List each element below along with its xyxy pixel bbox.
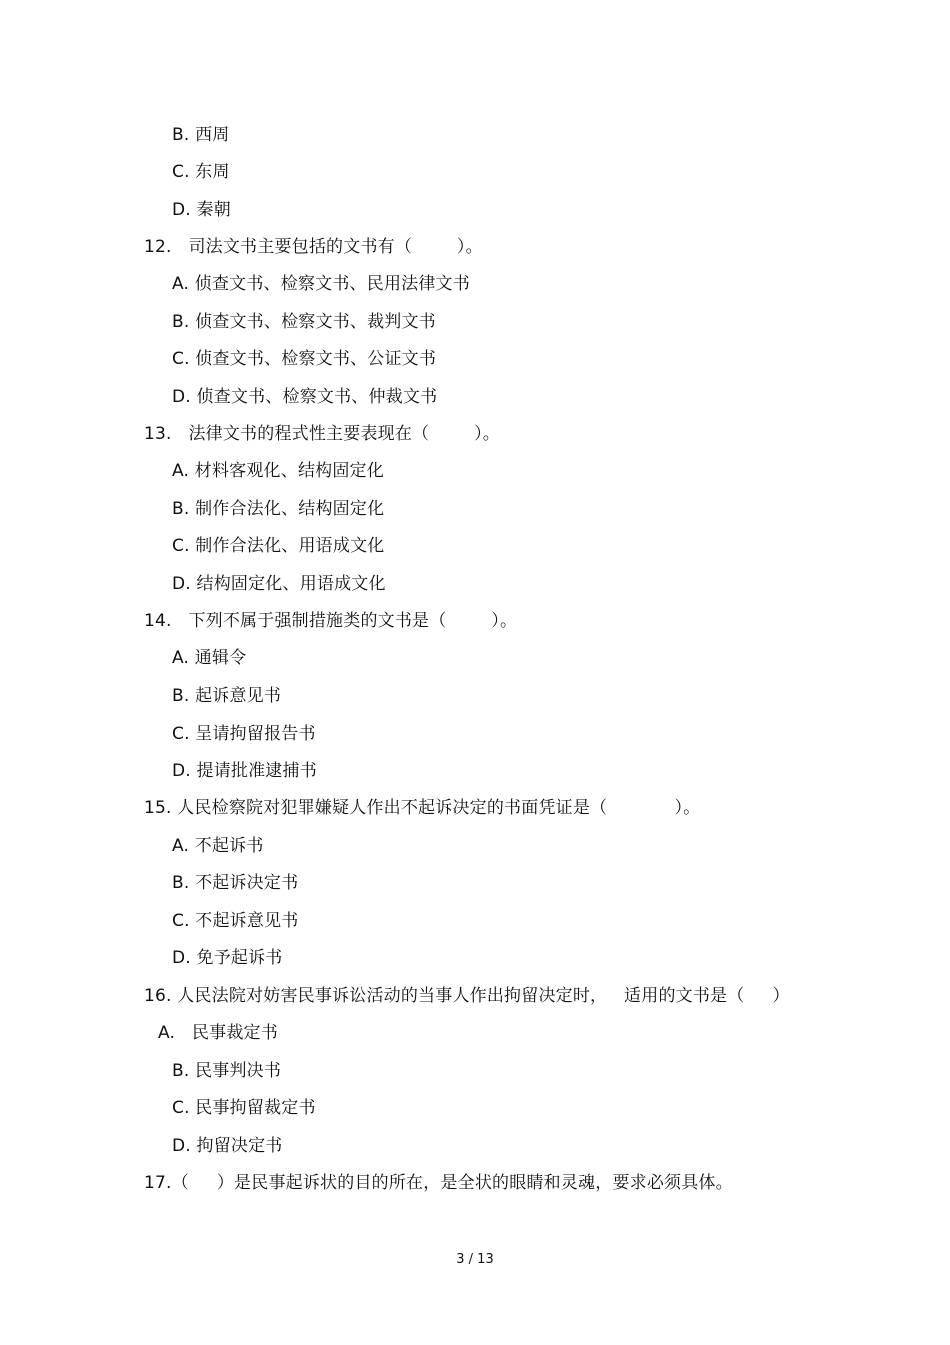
question-15: 15. 人民检察院对犯罪嫌疑人作出不起诉决定的书面凭证是（ ）。 [144,798,701,818]
option-13-d: D. 结构固定化、用语成文化 [172,574,386,594]
option-15-c: C. 不起诉意见书 [172,911,299,931]
option-15-a: A. 不起诉书 [172,836,264,856]
option-12-c: C. 侦查文书、检察文书、公证文书 [172,349,437,369]
page-number: 3 / 13 [456,1252,494,1267]
question-16: 16. 人民法院对妨害民事诉讼活动的当事人作出拘留决定时， 适用的文书是（ ） [144,986,790,1006]
option-12-d: D. 侦查文书、检察文书、仲裁文书 [172,387,438,407]
option-11-b: B. 西周 [172,125,230,145]
option-16-b: B. 民事判决书 [172,1061,282,1081]
question-14: 14. 下列不属于强制措施类的文书是（ ）。 [144,611,518,631]
option-12-b: B. 侦查文书、检察文书、裁判文书 [172,312,436,332]
option-15-b: B. 不起诉决定书 [172,873,299,893]
option-11-c: C. 东周 [172,162,230,182]
option-11-d: D. 秦朝 [172,200,231,220]
option-16-a: A. 民事裁定书 [158,1023,278,1043]
option-15-d: D. 免予起诉书 [172,948,283,968]
option-16-c: C. 民事拘留裁定书 [172,1098,316,1118]
option-14-b: B. 起诉意见书 [172,686,282,706]
option-13-c: C. 制作合法化、用语成文化 [172,536,385,556]
option-14-c: C. 呈请拘留报告书 [172,724,316,744]
option-14-d: D. 提请批准逮捕书 [172,761,317,781]
question-17: 17.（ ）是民事起诉状的目的所在，是全状的眼睛和灵魂，要求必须具体。 [144,1173,733,1193]
option-14-a: A. 通辑令 [172,648,247,668]
question-12: 12. 司法文书主要包括的文书有（ ）。 [144,237,483,257]
option-13-a: A. 材料客观化、结构固定化 [172,461,384,481]
option-12-a: A. 侦查文书、检察文书、民用法律文书 [172,274,470,294]
option-13-b: B. 制作合法化、结构固定化 [172,499,385,519]
question-13: 13. 法律文书的程式性主要表现在（ ）。 [144,424,500,444]
option-16-d: D. 拘留决定书 [172,1136,283,1156]
